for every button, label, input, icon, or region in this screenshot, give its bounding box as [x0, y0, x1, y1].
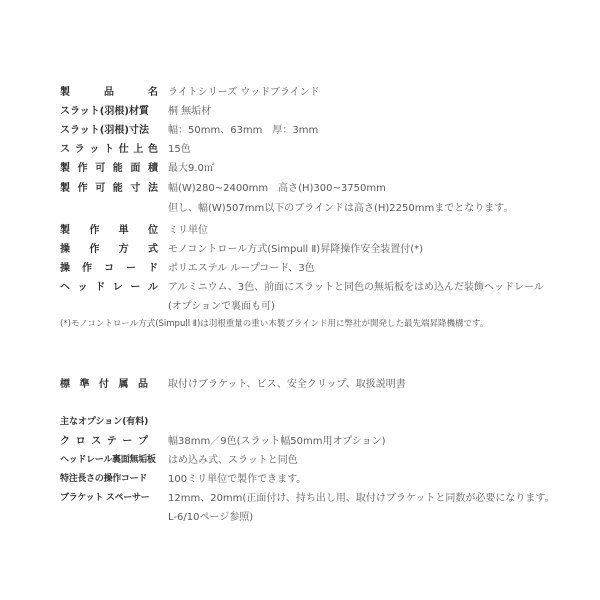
option-label: ヘッドレール裏面無垢板 [60, 455, 156, 465]
label-char: 品 [104, 87, 114, 98]
label-char: テ [106, 436, 117, 447]
label-char: ド [95, 282, 106, 293]
label-char: 可 [95, 163, 106, 174]
option-value: 幅38mm／9色(スラット幅50mm用オプション) [168, 436, 386, 447]
option-label [60, 432, 148, 451]
spec-value: 幅：50mm、63mm 厚：3mm [168, 125, 319, 136]
label-char: ー [126, 263, 136, 274]
accessories-value: 取付けブラケット、ビス、安全クリップ、取扱説明書 [168, 379, 406, 390]
spec-value: ミリ単位 [168, 225, 208, 236]
label-char: ラ [74, 144, 85, 155]
label-char: ッ [77, 282, 88, 293]
spec-value: ライトシリーズ ウッドブラインド [168, 87, 320, 98]
spec-value: 桐 無垢材 [168, 106, 212, 117]
label-char: 品 [138, 379, 148, 390]
option-label: 特注長さの操作コード [60, 474, 148, 484]
spec-value: モノコントロール方式(Simpull Ⅱ)昇降操作安全装置付(*) [168, 244, 424, 255]
spec-value: 最大9.0㎡ [168, 163, 214, 174]
label-char: 製 [60, 163, 70, 174]
accessories-label [60, 375, 148, 394]
label-char: 製 [60, 87, 70, 98]
label-char: 作 [89, 244, 100, 255]
label-char: ク [60, 436, 70, 447]
label-char: 方 [118, 244, 129, 255]
spec-label [60, 179, 158, 198]
option-value-note: L-6/10ページ参照) [168, 512, 254, 523]
spec-label [60, 278, 158, 297]
label-char: 寸 [130, 183, 141, 194]
label-char: コ [104, 263, 114, 274]
spec-value-note: (オプションで裏面も可) [168, 301, 275, 312]
label-char: 作 [77, 183, 88, 194]
label-char: 色 [147, 144, 158, 155]
label-char: 単 [118, 225, 129, 236]
spec-label [60, 140, 158, 159]
label-char: ー [130, 282, 141, 293]
spec-label [60, 159, 158, 178]
spec-value: 幅(W)280~2400mm 高さ(H)300~3750mm [168, 183, 386, 194]
option-value: 100ミリ単位で製作できます。 [168, 474, 307, 485]
label-char: 標 [60, 379, 70, 390]
label-char: ッ [89, 144, 100, 155]
spec-label [60, 259, 158, 278]
label-char: 積 [147, 163, 158, 174]
label-char: ト [103, 144, 114, 155]
label-char: 式 [147, 244, 158, 255]
label-char: ヘ [60, 282, 70, 293]
options-title: 主なオプション(有料) [60, 417, 149, 427]
label-char: 能 [112, 183, 123, 194]
label-char: ス [91, 436, 102, 447]
label-char: 製 [60, 225, 70, 236]
label-char: 仕 [118, 144, 129, 155]
label-char: 属 [118, 379, 129, 390]
spec-value: 15色 [168, 144, 191, 155]
label-char: 可 [95, 183, 106, 194]
spec-value: アルミニウム、3色、前面にスラットと同色の無垢板をはめ込んだ装飾ヘッドレール [168, 282, 544, 293]
label-char: 付 [99, 379, 109, 390]
spec-label: スラット(羽根)材質 [60, 106, 149, 117]
spec-value: ポリエステル ループコード、3色 [168, 263, 315, 274]
spec-label [60, 240, 158, 259]
label-char: レ [112, 282, 123, 293]
label-char: 操 [60, 244, 70, 255]
option-value: 12mm、20mm(正面付け、持ち出し用、取付けブラケットと同数が必要になります。 [168, 493, 555, 504]
label-char: 準 [79, 379, 90, 390]
label-char: 作 [89, 225, 100, 236]
label-char: ー [122, 436, 133, 447]
label-char: 能 [112, 163, 123, 174]
label-char: 製 [60, 183, 70, 194]
option-value: はめ込み式、スラットと同色 [168, 455, 298, 466]
label-char: ロ [75, 436, 86, 447]
label-char: 面 [130, 163, 141, 174]
label-char: 操 [60, 263, 70, 274]
label-char: 位 [147, 225, 158, 236]
label-char: 法 [147, 183, 158, 194]
spec-label: スラット(羽根)寸法 [60, 125, 149, 136]
option-label: ブラケット スペーサー [60, 493, 150, 503]
label-char: プ [137, 436, 148, 447]
label-char: 作 [82, 263, 92, 274]
label-char: 上 [133, 144, 144, 155]
spec-value-note: 但し、幅(W)507mm以下のブラインドは高さ(H)2250mmまでとなります。 [168, 203, 514, 214]
label-char: ル [147, 282, 158, 293]
label-char: ド [148, 263, 158, 274]
label-char: 名 [148, 87, 158, 98]
label-char: ス [60, 144, 70, 155]
spec-label [60, 83, 158, 102]
footnote: (*)モノコントロール方式(Simpull Ⅱ)は羽根重量の重い木製ブラインド用に弊社が開発した最先端昇降機構です。 [60, 319, 489, 329]
spec-label [60, 221, 158, 240]
label-char: 作 [77, 163, 88, 174]
